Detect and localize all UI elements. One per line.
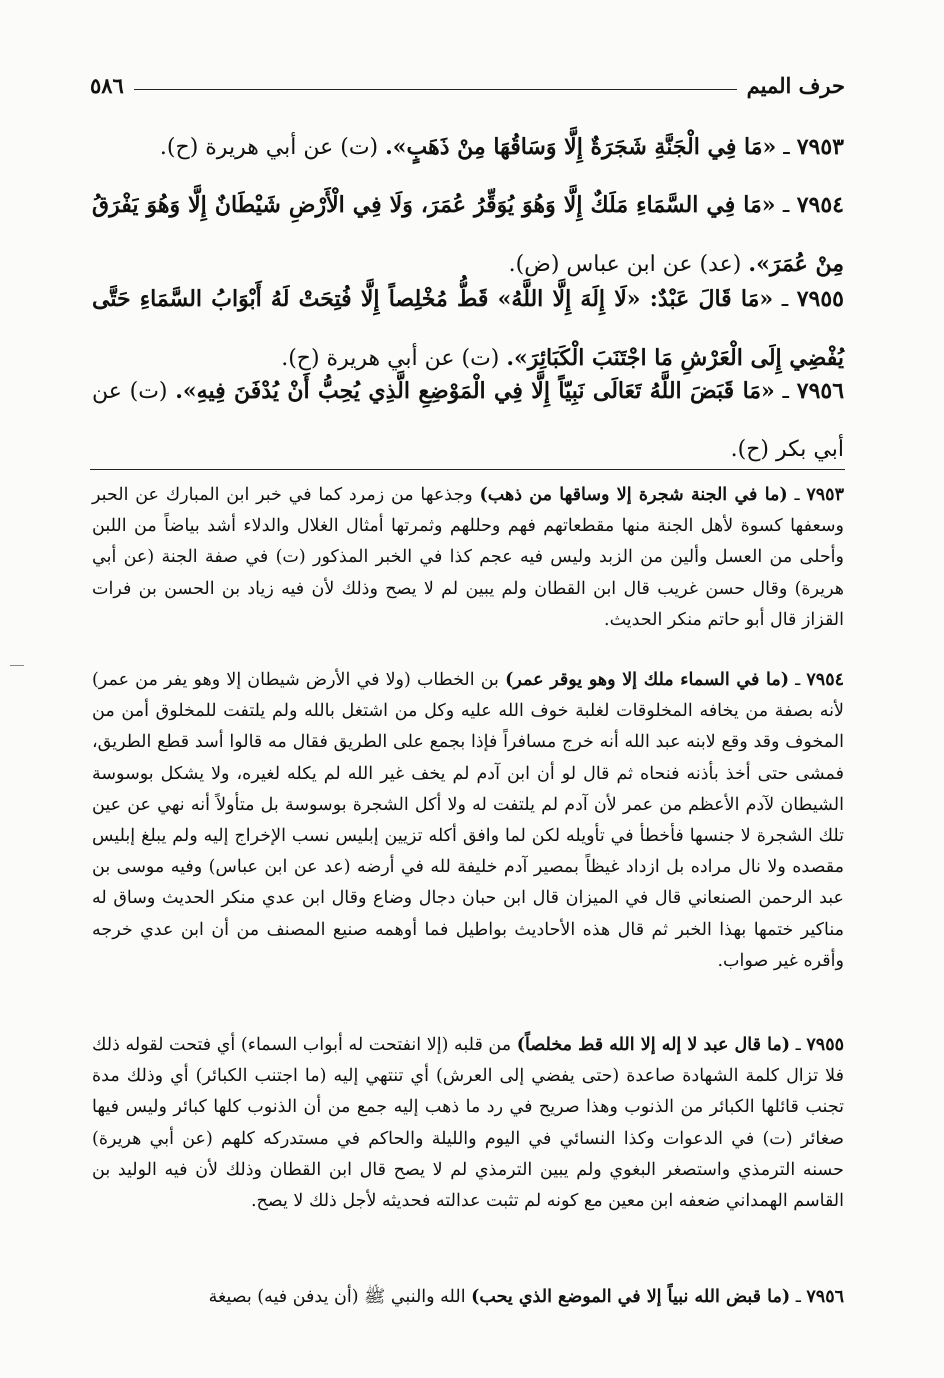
hadith-source: (ت) عن أبي هريرة (ح). [281, 346, 500, 371]
margin-mark [10, 665, 24, 666]
hadith-text: «مَا قَبَضَ اللَّهُ تَعَالَى نَبِيّاً إِلَّا فِي الْمَوْضِعِ الَّذِي يُحِبُّ أَنْ يُدْفَنَ فِيهِ». [175, 378, 775, 404]
hadith-text: «مَا قَالَ عَبْدٌ: «لَا إِلَهَ إِلَّا اللَّهُ» قَطُّ مُخْلِصاً إِلَّا فُتِحَتْ لَهُ أَبْوَابُ السَّمَاءِ حَتَّى يُفْضِي إِلَى الْعَرْشِ مَا اجْتَنَبَ الْكَبَائِرَ». [92, 286, 844, 371]
commentary-number: ٧٩٥٣ [806, 485, 844, 505]
hadith-source: (عد) عن ابن عباس (ض). [508, 252, 742, 277]
commentary-lead: (ما قال عبد لا إله إلا الله قط مخلصاً) [516, 1035, 791, 1055]
hadith-number: ٧٩٥٦ [796, 378, 845, 404]
hadith-entry: ٧٩٥٤ ـ «مَا فِي السَّمَاءِ مَلَكٌ إِلَّا وَهُوَ يُوَقِّرُ عُمَرَ، وَلَا فِي الْأَرْضِ شَيْطَانٌ إِلَّا وَهُوَ يَفْرَقُ مِنْ عُمَرَ». (عد) عن ابن عباس (ض). [92, 192, 844, 277]
hadith-entry: ٧٩٥٥ ـ «مَا قَالَ عَبْدٌ: «لَا إِلَهَ إِلَّا اللَّهُ» قَطُّ مُخْلِصاً إِلَّا فُتِحَتْ لَهُ أَبْوَابُ السَّمَاءِ حَتَّى يُفْضِي إِلَى الْعَرْشِ مَا اجْتَنَبَ الْكَبَائِرَ». (ت) عن أبي هريرة (ح). [92, 286, 844, 371]
hadith-number: ٧٩٥٥ [796, 286, 844, 312]
commentary-lead: (ما في السماء ملك إلا وهو يوقر عمر) [505, 670, 789, 690]
commentary-text: من قلبه (إلا انفتحت له أبواب السماء) أي فتحت لقوله ذلك فلا تزال كلمة الشهادة صاعدة (حتى يفضي إلى العرش) أي تنتهي إليه (ما اجتنب الكبائر) أي وذلك مدة تجنب قائلها الكبائر من الذنوب وهذا صريح في رد ما ذهب إليه جمع من أن الذنوب كلها كبائر وليس فيها صغائر (ت) في الدعوات وكذا النسائي في اليوم والليلة والحاكم في مستدركه كلهم (عن أبي هريرة) حسنه الترمذي واستصغر البغوي ولم يبين الترمذي لم لا يصح قال ابن القطان وذلك لأن فيه الوليد بن القاسم الهمداني ضعفه ابن معين مع كونه لم تثبت عدالته فحديثه لأجل ذلك لا يصح. [92, 1035, 844, 1212]
commentary-entry: ٧٩٥٣ ـ (ما في الجنة شجرة إلا وساقها من ذهب) وجذعها من زمرد كما في خبر ابن المبارك عن الحبر وسعفها كسوة لأهل الجنة منها مقطعاتهم فهم وحللهم وثمرتها أمثال الغلال والدلاء أشد بياضاً من اللبن وأحلى من العسل وألين من الزبد وليس فيه عجم كذا في الخبر المذكور (ت) في صفة الجنة (عن أبي هريرة) وقال حسن غريب قال ابن القطان ولم يبين لم لا يصح وذلك لأن فيه زياد بن الحسن بن فرات القزاز قال أبو حاتم منكر الحديث. [92, 485, 844, 630]
hadith-source: (ت) عن أبي هريرة (ح). [159, 135, 379, 160]
commentary-number: ٧٩٥٤ [806, 670, 844, 690]
commentary-entry: ٧٩٥٤ ـ (ما في السماء ملك إلا وهو يوقر عمر) بن الخطاب (ولا في الأرض شيطان إلا وهو يفر من عمر) لأنه بصفة من يخافه المخلوقات لغلبة خوف الله عليه وكل من اشتغل بالله ولم يلتفت للمخلوق أمن من المخوف وقد وقع لابنه عبد الله أنه خرج مسافراً فإذا بجمع على الطريق فقال مه قالوا أسد قطع الطريق، فمشى حتى أخذ بأذنه فنحاه ثم قال لو أن ابن آدم لم يخف غير الله لم يكله لغيره، ولا يشكل بوسوسة الشيطان لآدم الأعظم من عمر لأن آدم لم يلتفت له ولا أكل الشجرة بوسوسة بل متأولاً أنه نهي عن عين تلك الشجرة لا جنسها فأخطأ في تأويله لكن لما وافق أكله تزيين إبليس نسب الإخراج إليه ولم يبلغ إبليس مقصده ولا نال مراده بل ازداد غيظاً بمصير آدم خليفة لله في أرضه (عد عن ابن عباس) وفيه موسى بن عبد الرحمن الصنعاني قال في الميزان قال ابن حبان دجال وضاع وقال ابن عدي منكر الحديث وساق له مناكير ختمها بهذا الخبر ثم قال هذه الأحاديث بواطيل فما أوهمه صنيع المصنف من أن ابن عدي خرجه وأقره غير صواب. [92, 670, 844, 971]
hadith-number: ٧٩٥٣ [796, 134, 844, 160]
commentary-text: بن الخطاب (ولا في الأرض شيطان إلا وهو يفر من عمر) لأنه بصفة من يخافه المخلوقات لغلبة خوف الله عليه وكل من اشتغل بالله ولم يلتفت للمخلوق أمن من المخوف وقد وقع لابنه عبد الله أنه خرج مسافراً فإذا بجمع على الطريق فقال مه قالوا أسد قطع الطريق، فمشى حتى أخذ بأذنه فنحاه ثم قال لو أن ابن آدم لم يخف غير الله لم يكله لغيره، ولا يشكل بوسوسة الشيطان لآدم الأعظم من عمر لأن آدم لم يلتفت له ولا أكل الشجرة بوسوسة بل متأولاً أنه نهي عن عين تلك الشجرة لا جنسها فأخطأ في تأويله لكن لما وافق أكله تزيين إبليس نسب الإخراج إليه ولم يبلغ إبليس مقصده ولا نال مراده بل ازداد غيظاً بمصير آدم خليفة لله في أرضه (عد عن ابن عباس) وفيه موسى بن عبد الرحمن الصنعاني قال في الميزان قال ابن حبان دجال وضاع وقال ابن عدي منكر الحديث وساق له مناكير ختمها بهذا الخبر ثم قال هذه الأحاديث بواطيل فما أوهمه صنيع المصنف من أن ابن عدي خرجه وأقره غير صواب. [92, 670, 844, 971]
hadith-source: (ت) عن أبي بكر (ح). [92, 379, 844, 462]
commentary-lead: (ما قبض الله نبياً إلا في الموضع الذي يحب) [471, 1287, 791, 1307]
hadith-text: «مَا فِي الْجَنَّةِ شَجَرَةٌ إِلَّا وَسَاقُهَا مِنْ ذَهَبٍ». [385, 134, 777, 160]
hadith-entry: ٧٩٥٦ ـ «مَا قَبَضَ اللَّهُ تَعَالَى نَبِيّاً إِلَّا فِي الْمَوْضِعِ الَّذِي يُحِبُّ أَنْ يُدْفَنَ فِيهِ». (ت) عن أبي بكر (ح). [92, 378, 845, 462]
commentary-entry: ٧٩٥٦ ـ (ما قبض الله نبياً إلا في الموضع الذي يحب) الله والنبي ﷺ (أن يدفن فيه) بصيغة [208, 1287, 844, 1307]
page-number: ٥٨٦ [90, 72, 124, 98]
hadith-entry: ٧٩٥٣ ـ «مَا فِي الْجَنَّةِ شَجَرَةٌ إِلَّا وَسَاقُهَا مِنْ ذَهَبٍ». (ت) عن أبي هريرة (ح). [159, 134, 844, 160]
commentary-text: وجذعها من زمرد كما في خبر ابن المبارك عن الحبر وسعفها كسوة لأهل الجنة منها مقطعاتهم فهم وحللهم وثمرتها أمثال الغلال والدلاء أشد بياضاً من اللبن وأحلى من العسل وألين من الزبد وليس فيه عجم كذا في الخبر المذكور (ت) في صفة الجنة (عن أبي هريرة) وقال حسن غريب قال ابن القطان ولم يبين لم لا يصح وذلك لأن فيه زياد بن الحسن بن فرات القزاز قال أبو حاتم منكر الحديث. [92, 485, 844, 630]
hadith-text: «مَا فِي السَّمَاءِ مَلَكٌ إِلَّا وَهُوَ يُوَقِّرُ عُمَرَ، وَلَا فِي الْأَرْضِ شَيْطَانٌ إِلَّا وَهُوَ يَفْرَقُ مِنْ عُمَرَ». [92, 192, 844, 277]
header-rule [134, 89, 737, 90]
commentary-number: ٧٩٥٥ [806, 1035, 844, 1055]
chapter-title: حرف الميم [746, 72, 845, 98]
commentary-entry: ٧٩٥٥ ـ (ما قال عبد لا إله إلا الله قط مخلصاً) من قلبه (إلا انفتحت له أبواب السماء) أي فتحت لقوله ذلك فلا تزال كلمة الشهادة صاعدة (حتى يفضي إلى العرش) أي تنتهي إليه (ما اجتنب الكبائر) أي وذلك مدة تجنب قائلها الكبائر من الذنوب وهذا صريح في رد ما ذهب إليه جمع من أن الذنوب كلها كبائر وليس فيها صغائر (ت) في الدعوات وكذا النسائي في اليوم والليلة والحاكم في مستدركه كلهم (عن أبي هريرة) حسنه الترمذي واستصغر البغوي ولم يبين الترمذي لم لا يصح قال ابن القطان وذلك لأن فيه الوليد بن القاسم الهمداني ضعفه ابن معين مع كونه لم تثبت عدالته فحديثه لأجل ذلك لا يصح. [92, 1035, 844, 1212]
hadith-number: ٧٩٥٤ [796, 192, 844, 218]
commentary-divider [90, 469, 845, 470]
page-header [90, 68, 845, 102]
commentary-number: ٧٩٥٦ [806, 1287, 844, 1307]
commentary-text: الله والنبي ﷺ (أن يدفن فيه) بصيغة [208, 1287, 466, 1307]
commentary-lead: (ما في الجنة شجرة إلا وساقها من ذهب) [479, 485, 788, 505]
